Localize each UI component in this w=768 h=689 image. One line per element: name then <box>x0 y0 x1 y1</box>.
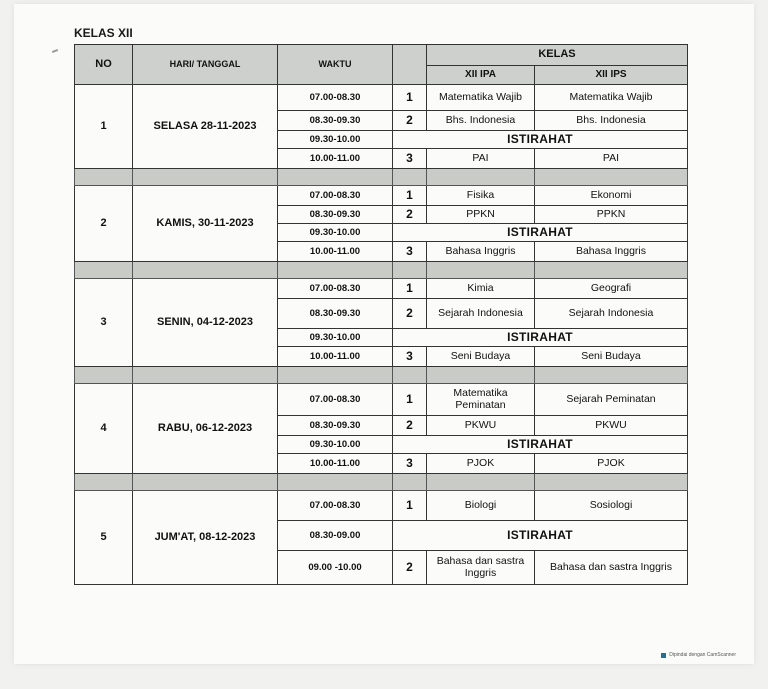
subject-ips: Matematika Wajib <box>535 85 688 111</box>
header-ipa: XII IPA <box>427 66 535 85</box>
separator-cell <box>393 367 427 384</box>
separator-cell <box>278 474 393 491</box>
day-separator <box>75 367 688 384</box>
break-label: ISTIRAHAT <box>393 521 688 551</box>
time-slot: 07.00-08.30 <box>278 491 393 521</box>
subject-ips: Ekonomi <box>535 186 688 206</box>
separator-cell <box>427 367 535 384</box>
separator-cell <box>535 169 688 186</box>
day-date: RABU, 06-12-2023 <box>133 384 278 474</box>
period-number: 3 <box>393 149 427 169</box>
time-slot: 10.00-11.00 <box>278 149 393 169</box>
time-slot: 10.00-11.00 <box>278 347 393 367</box>
subject-ipa: Bhs. Indonesia <box>427 111 535 131</box>
separator-cell <box>278 262 393 279</box>
period-number: 2 <box>393 206 427 224</box>
period-number: 1 <box>393 384 427 416</box>
table-row <box>75 491 688 521</box>
scanner-text: Dipindai dengan CamScanner <box>669 652 736 658</box>
time-slot: 10.00-11.00 <box>278 242 393 262</box>
subject-ipa: Bahasa dan sastra Inggris <box>427 551 535 585</box>
subject-ips: PJOK <box>535 454 688 474</box>
header-ips: XII IPS <box>535 66 688 85</box>
time-slot: 10.00-11.00 <box>278 454 393 474</box>
subject-ipa: PAI <box>427 149 535 169</box>
subject-ipa: Matematika Wajib <box>427 85 535 111</box>
separator-cell <box>75 367 133 384</box>
subject-ipa: Seni Budaya <box>427 347 535 367</box>
separator-cell <box>535 367 688 384</box>
subject-ips: Bahasa dan sastra Inggris <box>535 551 688 585</box>
time-slot: 07.00-08.30 <box>278 85 393 111</box>
day-date: KAMIS, 30-11-2023 <box>133 186 278 262</box>
subject-ipa: PJOK <box>427 454 535 474</box>
schedule-body <box>75 85 688 585</box>
period-number: 3 <box>393 242 427 262</box>
separator-cell <box>278 169 393 186</box>
subject-ips: PAI <box>535 149 688 169</box>
day-number: 1 <box>75 85 133 169</box>
period-number: 1 <box>393 186 427 206</box>
time-slot: 08.30-09.00 <box>278 521 393 551</box>
day-date: SELASA 28-11-2023 <box>133 85 278 169</box>
subject-ips: Bahasa Inggris <box>535 242 688 262</box>
period-number: 3 <box>393 347 427 367</box>
period-number: 2 <box>393 299 427 329</box>
scanned-page <box>14 4 754 664</box>
separator-cell <box>535 262 688 279</box>
time-slot: 09.30-10.00 <box>278 436 393 454</box>
subject-ips: Sejarah Indonesia <box>535 299 688 329</box>
separator-cell <box>133 367 278 384</box>
time-slot: 08.30-09.30 <box>278 206 393 224</box>
exam-schedule-table <box>74 44 688 585</box>
day-date: SENIN, 04-12-2023 <box>133 279 278 367</box>
day-number: 3 <box>75 279 133 367</box>
separator-cell <box>393 169 427 186</box>
period-number: 1 <box>393 279 427 299</box>
break-label: ISTIRAHAT <box>393 436 688 454</box>
camscanner-icon <box>661 653 666 658</box>
break-label: ISTIRAHAT <box>393 224 688 242</box>
time-slot: 07.00-08.30 <box>278 279 393 299</box>
day-separator <box>75 169 688 186</box>
header-time: WAKTU <box>278 45 393 85</box>
subject-ipa: Fisika <box>427 186 535 206</box>
day-separator <box>75 262 688 279</box>
period-number: 2 <box>393 111 427 131</box>
separator-cell <box>75 169 133 186</box>
time-slot: 07.00-08.30 <box>278 384 393 416</box>
separator-cell <box>133 169 278 186</box>
subject-ipa: Kimia <box>427 279 535 299</box>
time-slot: 09.30-10.00 <box>278 131 393 149</box>
period-number: 1 <box>393 85 427 111</box>
break-label: ISTIRAHAT <box>393 131 688 149</box>
separator-cell <box>427 169 535 186</box>
day-number: 4 <box>75 384 133 474</box>
header-no: NO <box>75 45 133 85</box>
subject-ipa: Sejarah Indonesia <box>427 299 535 329</box>
scanner-watermark <box>661 652 736 658</box>
period-number: 2 <box>393 416 427 436</box>
header-day: HARI/ TANGGAL <box>133 45 278 85</box>
table-row <box>75 384 688 416</box>
scan-mark <box>52 49 58 53</box>
subject-ipa: Matematika Peminatan <box>427 384 535 416</box>
page-title: KELAS XII <box>74 26 133 40</box>
table-row <box>75 279 688 299</box>
subject-ipa: PKWU <box>427 416 535 436</box>
subject-ips: Seni Budaya <box>535 347 688 367</box>
subject-ips: PPKN <box>535 206 688 224</box>
period-number: 1 <box>393 491 427 521</box>
separator-cell <box>535 474 688 491</box>
header-kelas: KELAS <box>427 45 688 66</box>
separator-cell <box>133 262 278 279</box>
time-slot: 07.00-08.30 <box>278 186 393 206</box>
separator-cell <box>278 367 393 384</box>
subject-ips: Sosiologi <box>535 491 688 521</box>
header-row <box>75 45 688 66</box>
day-separator <box>75 474 688 491</box>
day-date: JUM'AT, 08-12-2023 <box>133 491 278 585</box>
subject-ips: Geografi <box>535 279 688 299</box>
day-number: 5 <box>75 491 133 585</box>
separator-cell <box>427 262 535 279</box>
header-period <box>393 45 427 85</box>
time-slot: 09.30-10.00 <box>278 329 393 347</box>
subject-ipa: Bahasa Inggris <box>427 242 535 262</box>
time-slot: 08.30-09.30 <box>278 299 393 329</box>
separator-cell <box>427 474 535 491</box>
time-slot: 09.00 -10.00 <box>278 551 393 585</box>
period-number: 3 <box>393 454 427 474</box>
subject-ipa: PPKN <box>427 206 535 224</box>
time-slot: 09.30-10.00 <box>278 224 393 242</box>
separator-cell <box>133 474 278 491</box>
subject-ips: Bhs. Indonesia <box>535 111 688 131</box>
table-row <box>75 186 688 206</box>
subject-ipa: Biologi <box>427 491 535 521</box>
separator-cell <box>75 262 133 279</box>
time-slot: 08.30-09.30 <box>278 111 393 131</box>
subject-ips: PKWU <box>535 416 688 436</box>
separator-cell <box>393 474 427 491</box>
separator-cell <box>75 474 133 491</box>
break-label: ISTIRAHAT <box>393 329 688 347</box>
time-slot: 08.30-09.30 <box>278 416 393 436</box>
subject-ips: Sejarah Peminatan <box>535 384 688 416</box>
period-number: 2 <box>393 551 427 585</box>
separator-cell <box>393 262 427 279</box>
day-number: 2 <box>75 186 133 262</box>
table-row <box>75 85 688 111</box>
